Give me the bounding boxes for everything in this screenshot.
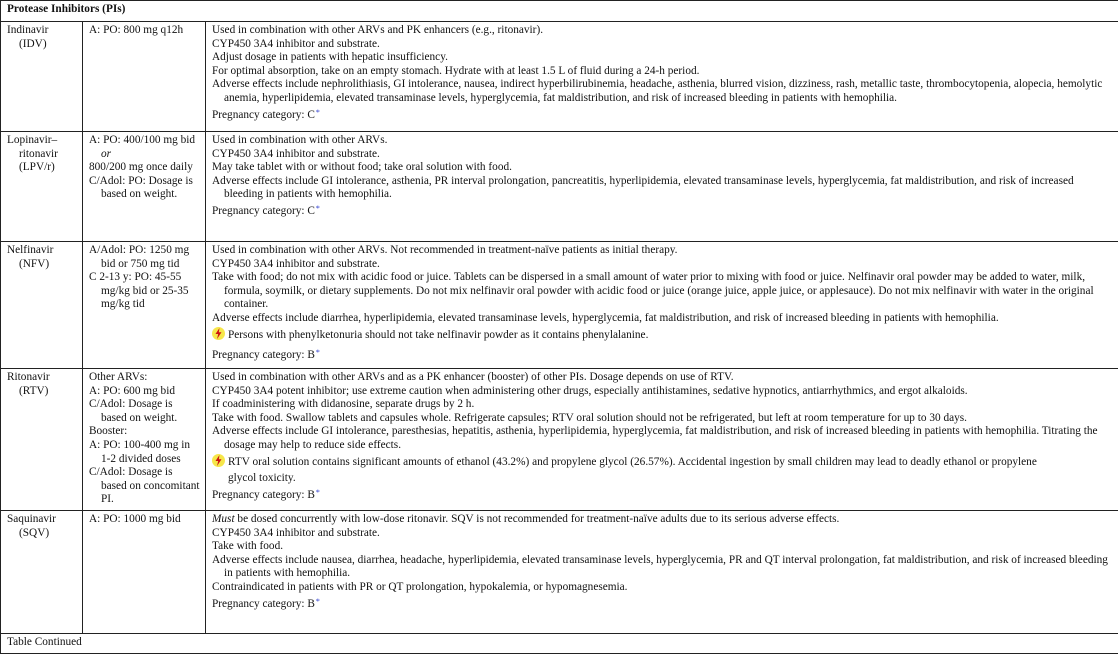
drug-row-lopinavir-ritonavir [1,132,1118,242]
drug-name: Lopinavir– [7,134,77,148]
note-line: Take with food. [212,540,1113,554]
note-line: Used in combination with other ARVs. Not recommended in treatment-naïve patients as initial therapy. [212,244,1113,258]
footnote-marker-icon[interactable]: * [316,204,320,213]
footnote-marker-icon[interactable]: * [316,488,320,497]
drug-row-ritonavir [1,369,1118,511]
dosage-line: A/Adol: PO: 1250 mg bid or 750 mg tid [89,244,200,271]
warning-text: RTV oral solution contains significant amounts of ethanol (43.2%) and propylene glycol (26.57%). Accidental ingestion by small children may lead to deadly ethanol or propylene [228,456,1037,468]
dosage-line: A: PO: 1000 mg bid [89,513,200,527]
warning-text: Persons with phenylketonuria should not take nelfinavir powder as it contains phenylalanine. [228,329,648,341]
note-line: Take with food; do not mix with acidic food or juice. Tablets can be dispersed in a small amount of water prior to mixing with food or juice. Nelfinavir oral powder may be added to water, milk, formula, soymilk, or dietary supplements. Do not mix nelfinavir oral powder with acidic food or juice (orange juice, apple juice, or applesauce). Do not mix nelfinavir with water in the original container. [212,271,1113,312]
footnote-marker-icon[interactable]: * [316,597,320,606]
dosage-line: C/Adol: PO: Dosage is based on weight. [89,175,200,202]
pregnancy-value: C [307,205,315,217]
drug-name-cell [1,132,83,242]
drug-name-cell [1,369,83,511]
note-line: Used in combination with other ARVs. [212,134,1113,148]
dosage-line: A: PO: 600 mg bid [89,385,200,399]
note-line: CYP450 3A4 inhibitor and substrate. [212,148,1113,162]
dosage-cell [83,510,206,633]
footnote-marker-icon[interactable]: * [316,348,320,357]
note-line: Used in combination with other ARVs and PK enhancers (e.g., ritonavir). [212,24,1113,38]
drug-row-nelfinavir [1,242,1118,369]
table-footer-row [1,633,1118,653]
dosage-line: A: PO: 100-400 mg in 1-2 divided doses [89,439,200,466]
note-line: May take tablet with or without food; take oral solution with food. [212,161,1113,175]
note-line: Take with food. Swallow tablets and capsules whole. Refrigerate capsules; RTV oral solution should not be refrigerated, but left at room temperature for up to 30 days. [212,412,1113,426]
warning-lightning-icon [212,454,225,467]
notes-cell [206,132,1118,242]
note-line: Used in combination with other ARVs and as a PK enhancer (booster) of other PIs. Dosage depends on use of RTV. [212,371,1113,385]
drug-row-saquinavir [1,510,1118,633]
dosage-cell [83,132,206,242]
note-text: be dosed concurrently with low-dose ritonavir. SQV is not recommended for treatment-naïve adults due to its serious adverse effects. [235,513,840,525]
drug-name: ritonavir [7,148,77,162]
dosage-cell [83,22,206,132]
pregnancy-label: Pregnancy category: [212,205,307,217]
drug-abbrev: (LPV/r) [7,161,77,175]
pregnancy-category [212,595,1113,612]
note-line: Adverse effects include diarrhea, hyperlipidemia, elevated transaminase levels, hyperglycemia, fat maldistribution, and risk of increased bleeding in patients with hemophilia. [212,312,1113,326]
drug-name-cell [1,510,83,633]
notes-cell [206,369,1118,511]
notes-cell [206,22,1118,132]
dosage-line: Booster: [89,425,200,439]
dosage-line: 800/200 mg once daily [89,161,200,175]
note-line [212,513,1113,527]
note-line: Adverse effects include nausea, diarrhea, headache, hyperlipidemia, elevated transaminase levels, hyperglycemia, PR and QT interval prolongation, fat maldistribution, and risk of increased bleeding in patients with hemophilia. [212,554,1113,581]
pregnancy-value: B [307,349,315,361]
note-line: CYP450 3A4 potent inhibitor; use extreme caution when administering other drugs, especially antihistamines, sedative hypnotics, antiarrhythmics, and ergot alkaloids. [212,385,1113,399]
pregnancy-label: Pregnancy category: [212,349,307,361]
note-line: CYP450 3A4 inhibitor and substrate. [212,527,1113,541]
pregnancy-category [212,106,1113,123]
dosage-line: C/Adol: Dosage is based on concomitant PI. [89,466,200,507]
notes-cell [206,510,1118,633]
drug-name-cell [1,242,83,369]
note-line: Adverse effects include nephrolithiasis, GI intolerance, nausea, indirect hyperbilirubinemia, headache, asthenia, blurred vision, dizziness, rash, metallic taste, thrombocytopenia, alopecia, hemolytic anemia, hyperlipidemia, elevated transaminase levels, hyperglycemia, fat maldistribution, and risk of increased bleeding in patients with hemophilia. [212,78,1113,105]
pregnancy-category [212,486,1113,503]
note-line: For optimal absorption, take on an empty stomach. Hydrate with at least 1.5 L of fluid during a 24-h period. [212,65,1113,79]
pregnancy-value: B [307,489,315,501]
dosage-line: A: PO: 800 mg q12h [89,24,200,38]
pregnancy-category [212,346,1113,363]
notes-cell [206,242,1118,369]
warning-lightning-icon [212,327,225,340]
footnote-marker-icon[interactable]: * [316,108,320,117]
dosage-line: Other ARVs: [89,371,200,385]
pregnancy-label: Pregnancy category: [212,489,307,501]
pregnancy-label: Pregnancy category: [212,109,307,121]
drug-name: Nelfinavir [7,244,77,258]
warning-note [212,327,1113,343]
note-line: Adjust dosage in patients with hepatic insufficiency. [212,51,1113,65]
dosage-or: or [101,148,111,160]
drug-row-indinavir [1,22,1118,132]
table-continued-label: Table Continued [1,633,1118,653]
note-line: Adverse effects include GI intolerance, asthenia, PR interval prolongation, pancreatitis, hyperlipidemia, elevated transaminase levels, hyperglycemia, fat maldistribution, and risk of increased bleeding in patients with hemophilia. [212,175,1113,202]
note-line: Adverse effects include GI intolerance, paresthesias, hepatitis, asthenia, hyperlipidemia, hyperglycemia, fat maldistribution, and risk of increased bleeding in patients with hemophilia. Titrating the dosage may help to reduce side effects. [212,425,1113,452]
pregnancy-category [212,202,1113,219]
drug-name: Saquinavir [7,513,77,527]
note-emphasis: Must [212,513,235,525]
pregnancy-value: B [307,598,315,610]
warning-text-continued: glycol toxicity. [212,472,1113,486]
section-header-row [1,1,1118,22]
note-line: CYP450 3A4 inhibitor and substrate. [212,258,1113,272]
note-line: Contraindicated in patients with PR or QT prolongation, hypokalemia, or hypomagnesemia. [212,581,1113,595]
drug-abbrev: (RTV) [7,385,77,399]
section-title: Protease Inhibitors (PIs) [1,1,1118,22]
drug-name-cell [1,22,83,132]
warning-note [212,454,1113,470]
dosage-line [89,134,200,161]
drug-name: Indinavir [7,24,77,38]
note-line: CYP450 3A4 inhibitor and substrate. [212,38,1113,52]
drug-name: Ritonavir [7,371,77,385]
dosage-cell [83,242,206,369]
drug-abbrev: (SQV) [7,527,77,541]
dosage-cell [83,369,206,511]
dosage-text: A: PO: 400/100 mg bid [89,134,195,146]
dosage-line: C/Adol: Dosage is based on weight. [89,398,200,425]
note-line: If coadministering with didanosine, separate drugs by 2 h. [212,398,1113,412]
pregnancy-label: Pregnancy category: [212,598,307,610]
drug-abbrev: (NFV) [7,258,77,272]
drug-abbrev: (IDV) [7,38,77,52]
pregnancy-value: C [307,109,315,121]
dosage-line: C 2-13 y: PO: 45-55 mg/kg bid or 25-35 mg/kg tid [89,271,200,312]
